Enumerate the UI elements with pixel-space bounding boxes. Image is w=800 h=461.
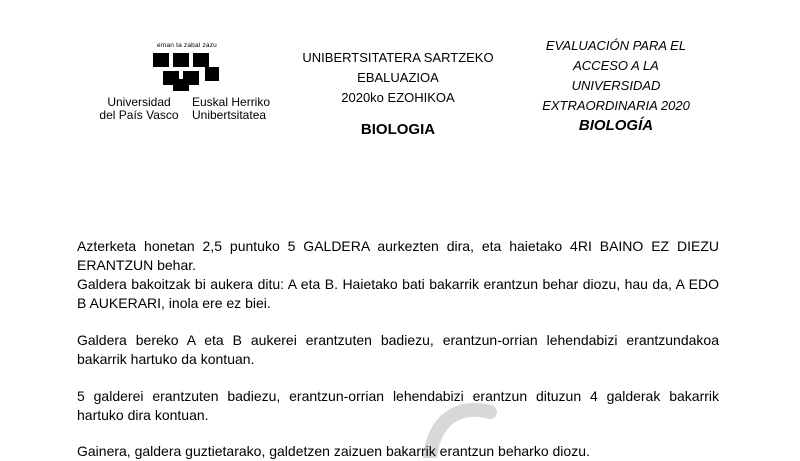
university-logo xyxy=(84,42,284,132)
exam-title-es-line1: EVALUACIÓN PARA EL xyxy=(545,38,687,53)
university-name-es: Universidad del País Vasco xyxy=(99,95,179,122)
instruction-paragraph: 5 galderei erantzuten badiezu, erantzun-orrian lehendabizi erantzun dituzun 4 galderak bakarrik hartuko dira kontuan. xyxy=(77,388,719,423)
instruction-paragraph: Azterketa honetan 2,5 puntuko 5 GALDERA aurkezten dira, eta haietako 4RI BAINO EZ DIEZU ERANTZUN behar. xyxy=(77,238,719,273)
university-name-eu: Euskal Herriko Unibertsitatea xyxy=(192,95,271,122)
exam-title-eu-line1: UNIBERTSITATERA SARTZEKO xyxy=(302,50,494,65)
exam-title-es-line4: EXTRAORDINARIA 2020 xyxy=(542,98,690,113)
exam-title-spanish xyxy=(516,36,716,136)
subject-es: BIOLOGÍA xyxy=(578,117,654,134)
subject-eu: BIOLOGIA xyxy=(360,121,436,138)
instruction-paragraph-cut: Gainera, galdera guztietarako, galdetzen zaizuen bakarrik erantzun beharko diozu. xyxy=(77,443,590,459)
logo-motto: eman ta zabal zazu xyxy=(157,42,217,49)
university-emblem-icon xyxy=(151,49,223,93)
exam-title-es-line3: UNIVERSIDAD xyxy=(571,78,661,93)
document-header xyxy=(0,0,800,160)
exam-title-eu-line3: 2020ko EZOHIKOA xyxy=(341,90,455,105)
instruction-paragraph: Galdera bakoitzak bi aukera ditu: A eta B. Haietako bati bakarrik erantzun behar diozu, hau da, A EDO B AUKERARI, inola ere ez biei. xyxy=(77,276,719,311)
exam-instructions xyxy=(77,237,719,425)
exam-title-basque xyxy=(296,48,500,140)
exam-title-eu-line2: EBALUAZIOA xyxy=(357,70,439,85)
instruction-paragraph: Galdera bereko A eta B aukerei erantzuten badiezu, erantzun-orrian lehendabizi erantzundakoa bakarrik hartuko da kontuan. xyxy=(77,332,719,367)
exam-title-es-line2: ACCESO A LA xyxy=(573,58,659,73)
